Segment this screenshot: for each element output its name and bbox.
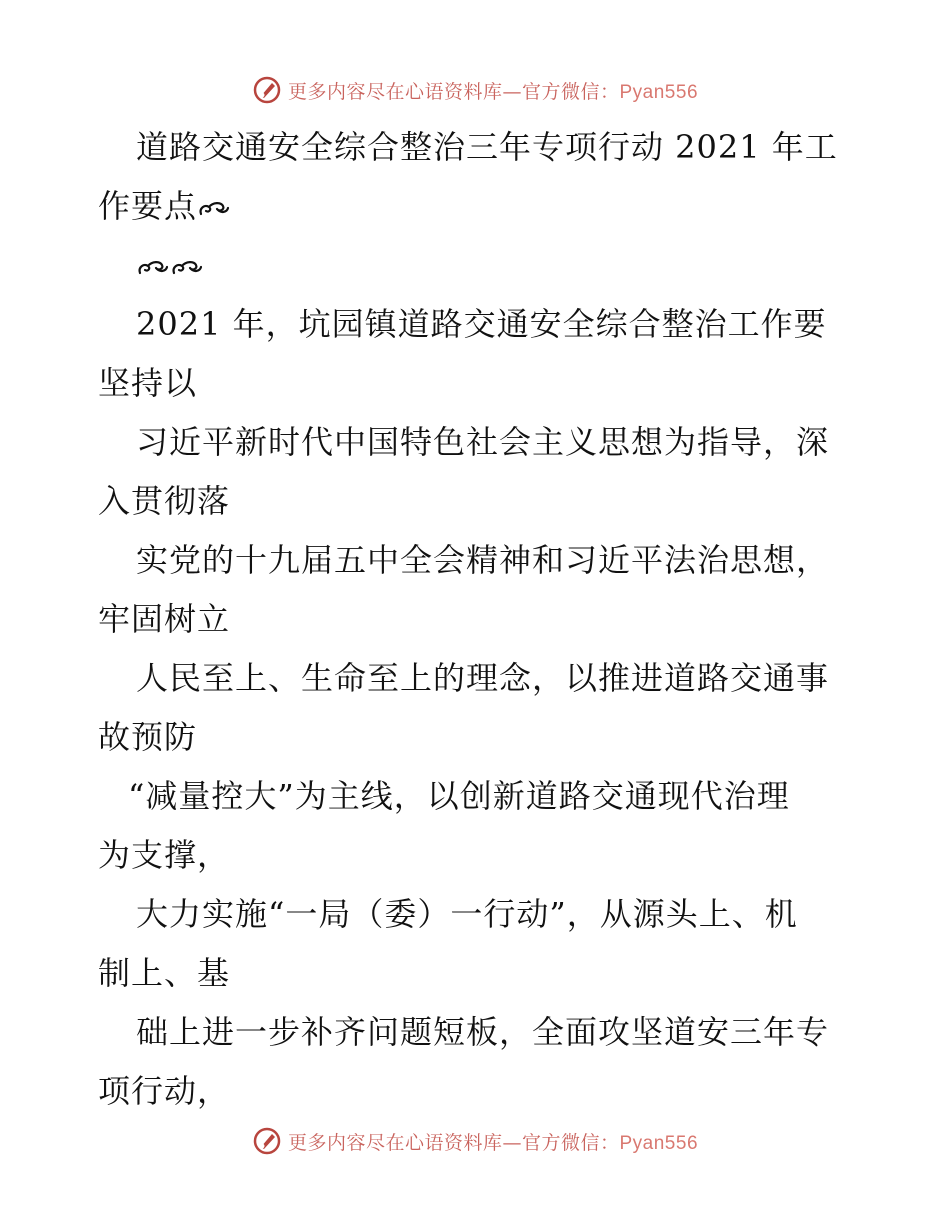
ornament-line bbox=[98, 236, 858, 295]
body-line: “减量控大”为主线，以创新道路交通现代治理 bbox=[128, 777, 790, 815]
body-line: 项行动， bbox=[98, 1072, 231, 1110]
logo-icon bbox=[252, 1126, 282, 1156]
body-line: 入贯彻落 bbox=[98, 482, 231, 520]
body-line: 础上进一步补齐问题短板，全面攻坚道安三年专 bbox=[136, 1013, 830, 1051]
ornament-icon bbox=[197, 198, 231, 220]
body-line: 2021 年，坑园镇道路交通安全综合整治工作要 bbox=[136, 305, 827, 343]
ornament-icon bbox=[170, 257, 204, 279]
footer-watermark-banner bbox=[0, 1121, 950, 1161]
doc-title-line-2 bbox=[98, 177, 858, 236]
banner-wechat-handle: Pyan556 bbox=[619, 81, 699, 103]
banner-dash: — bbox=[502, 80, 522, 103]
banner-text bbox=[288, 1128, 698, 1155]
banner-wechat-handle: Pyan556 bbox=[619, 1132, 699, 1154]
banner-site-text: 更多内容尽在心语资料库 bbox=[287, 80, 503, 103]
doc-title-text: 作要点 bbox=[98, 187, 198, 225]
banner-wechat-label: 官方微信： bbox=[521, 80, 620, 103]
body-line: 实党的十九届五中全会精神和习近平法治思想， bbox=[136, 541, 830, 579]
banner-site-text: 更多内容尽在心语资料库 bbox=[287, 1131, 503, 1154]
document-body bbox=[98, 118, 858, 1121]
logo-icon bbox=[252, 75, 282, 105]
doc-title-line-1: 道路交通安全综合整治三年专项行动 2021 年工 bbox=[136, 128, 838, 166]
body-line: 制上、基 bbox=[98, 954, 231, 992]
body-line: 故预防 bbox=[98, 718, 198, 756]
header-watermark-banner bbox=[0, 70, 950, 110]
body-line: 为支撑， bbox=[98, 836, 231, 874]
body-line: 习近平新时代中国特色社会主义思想为指导，深 bbox=[136, 423, 830, 461]
body-line: 坚持以 bbox=[98, 364, 198, 402]
banner-text bbox=[288, 77, 698, 104]
body-line: 人民至上、生命至上的理念，以推进道路交通事 bbox=[136, 659, 830, 697]
banner-wechat-label: 官方微信： bbox=[521, 1131, 620, 1154]
body-line: 牢固树立 bbox=[98, 600, 231, 638]
banner-dash: — bbox=[502, 1131, 522, 1154]
ornament-icon bbox=[136, 257, 170, 279]
body-line: 大力实施“一局（委）一行动”，从源头上、机 bbox=[136, 895, 798, 933]
